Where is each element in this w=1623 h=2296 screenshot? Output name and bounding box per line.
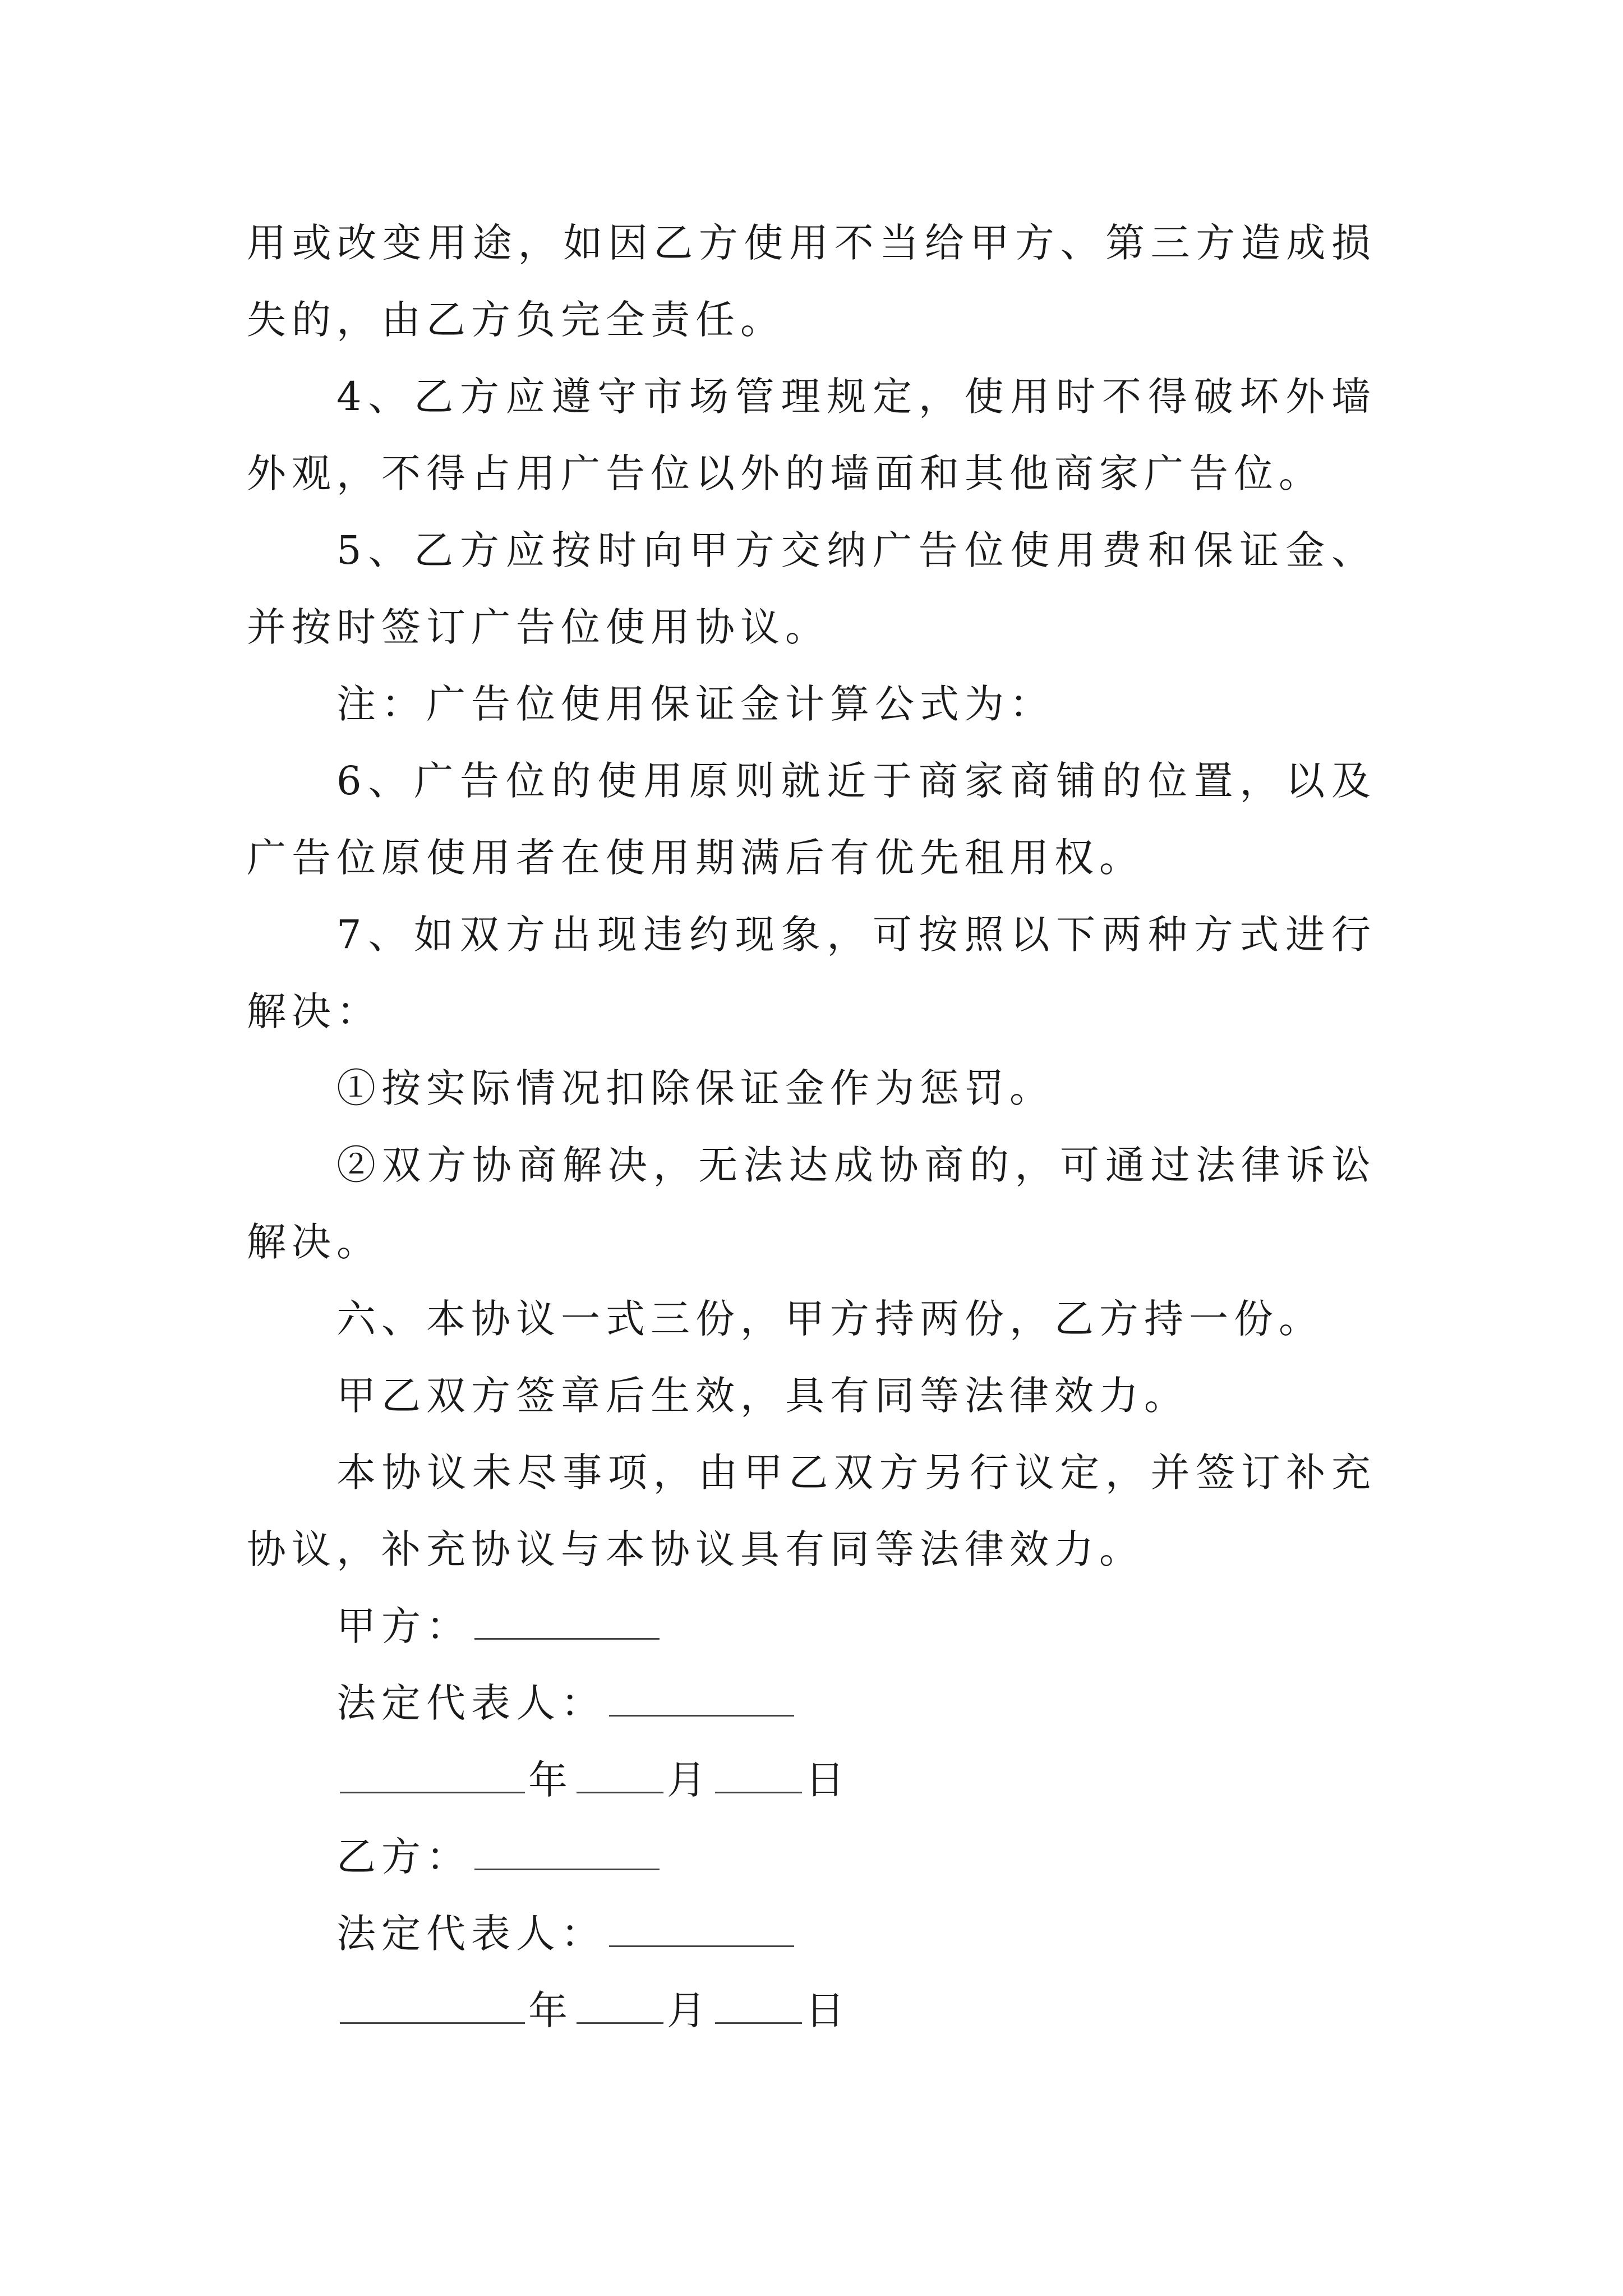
party-a-month-blank[interactable] xyxy=(577,1759,663,1793)
paragraph-clause-7: 7、如双方出现违约现象，可按照以下两种方式进行解决： xyxy=(247,912,1376,1034)
day-label: 日 xyxy=(805,1987,850,2033)
party-a-day-blank[interactable] xyxy=(715,1759,802,1793)
party-a-rep-label: 法定代表人： xyxy=(336,1680,606,1726)
year-label: 年 xyxy=(528,1757,573,1803)
month-label: 月 xyxy=(667,1757,712,1803)
party-b-blank[interactable] xyxy=(474,1836,660,1870)
day-label: 日 xyxy=(805,1757,850,1803)
paragraph-clause-6: 6、广告位的使用原则就近于商家商铺的位置，以及广告位原使用者在使用期满后有优先租用权。 xyxy=(247,758,1376,881)
year-label: 年 xyxy=(528,1987,573,2033)
party-a-date-line xyxy=(247,1742,1376,1819)
paragraph-note: 注：广告位使用保证金计算公式为： xyxy=(336,681,1054,727)
party-a-year-blank[interactable] xyxy=(340,1759,525,1793)
party-b-label: 乙方： xyxy=(336,1834,471,1880)
party-b-rep-blank[interactable] xyxy=(609,1913,794,1947)
document-body xyxy=(247,205,1376,2049)
paragraph-clause-5: 5、乙方应按时向甲方交纳广告位使用费和保证金、并按时签订广告位使用协议。 xyxy=(247,527,1376,650)
paragraph-section-6: 六、本协议一式三份，甲方持两份，乙方持一份。 xyxy=(336,1296,1324,1342)
paragraph-option-2: ②双方协商解决，无法达成协商的，可通过法律诉讼解决。 xyxy=(247,1142,1376,1265)
paragraph-effectiveness: 甲乙双方签章后生效，具有同等法律效力。 xyxy=(336,1373,1189,1419)
party-b-year-blank[interactable] xyxy=(340,1990,525,2024)
party-b-day-blank[interactable] xyxy=(715,1990,802,2024)
party-b-rep-label: 法定代表人： xyxy=(336,1911,606,1957)
party-a-blank[interactable] xyxy=(474,1605,660,1640)
party-a-line xyxy=(247,1588,1376,1665)
party-a-label: 甲方： xyxy=(336,1603,471,1649)
paragraph-clause-4: 4、乙方应遵守市场管理规定，使用时不得破坏外墙外观，不得占用广告位以外的墙面和其他商家广告位。 xyxy=(247,374,1376,496)
party-b-rep-line xyxy=(247,1895,1376,1972)
paragraph-continuation: 用或改变用途，如因乙方使用不当给甲方、第三方造成损失的，由乙方负完全责任。 xyxy=(247,220,1376,343)
party-a-rep-blank[interactable] xyxy=(609,1682,794,1717)
month-label: 月 xyxy=(667,1987,712,2033)
paragraph-option-1: ①按实际情况扣除保证金作为惩罚。 xyxy=(336,1065,1054,1111)
paragraph-supplement: 本协议未尽事项，由甲乙双方另行议定，并签订补充协议，补充协议与本协议具有同等法律效力。 xyxy=(247,1450,1376,1572)
party-b-month-blank[interactable] xyxy=(577,1990,663,2024)
party-b-date-line xyxy=(247,1972,1376,2049)
party-a-rep-line xyxy=(247,1665,1376,1742)
party-b-line xyxy=(247,1819,1376,1895)
